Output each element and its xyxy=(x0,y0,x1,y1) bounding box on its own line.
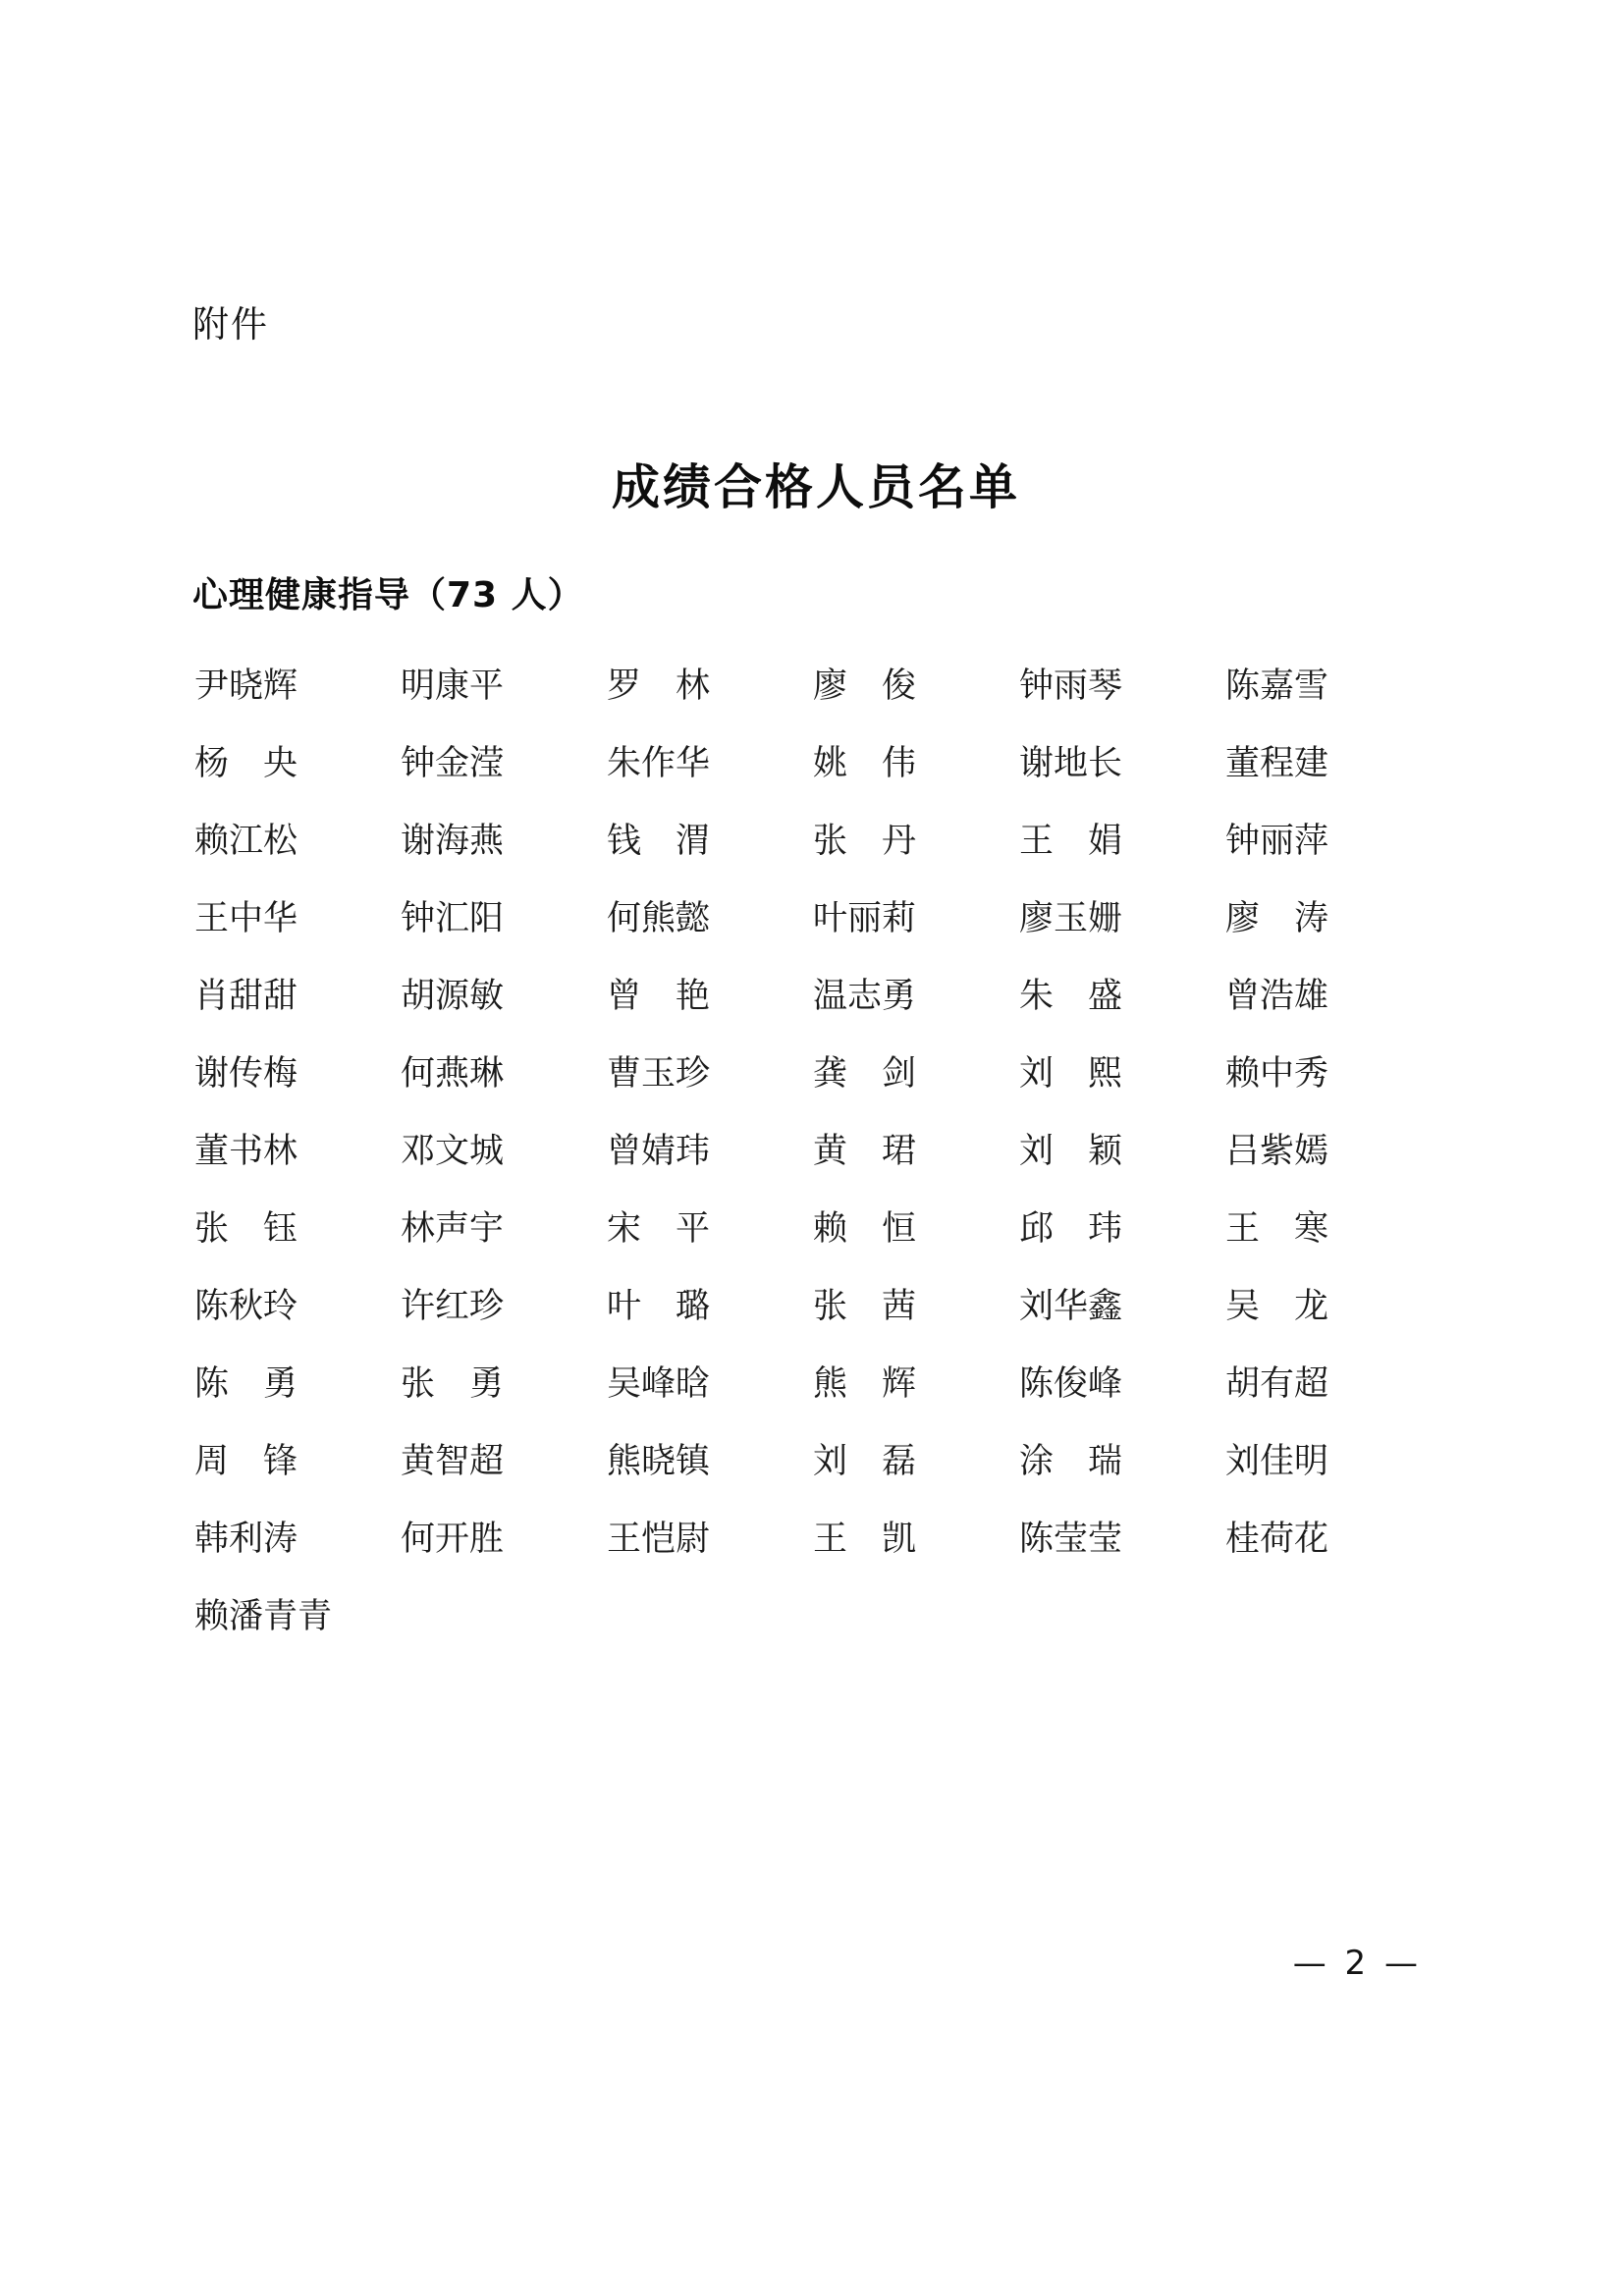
name-cell: 宋 平 xyxy=(607,1209,711,1249)
name-cell: 曾浩雄 xyxy=(1225,977,1329,1016)
name-cell: 涂 瑞 xyxy=(1019,1442,1123,1481)
attachment-label: 附件 xyxy=(192,303,269,346)
name-cell: 陈秋玲 xyxy=(194,1287,298,1326)
name-cell: 邓文城 xyxy=(401,1132,505,1171)
name-cell: 王恺尉 xyxy=(607,1520,711,1559)
name-cell: 何燕琳 xyxy=(401,1054,505,1094)
name-cell: 钱 渭 xyxy=(607,822,711,861)
name-cell: 赖潘青青 xyxy=(194,1597,333,1636)
name-cell: 吕紫嫣 xyxy=(1225,1132,1329,1171)
name-cell: 许红珍 xyxy=(401,1287,505,1326)
name-cell: 陈 勇 xyxy=(194,1364,298,1404)
name-cell: 谢海燕 xyxy=(401,822,505,861)
name-cell: 吴 龙 xyxy=(1225,1287,1329,1326)
name-cell: 董程建 xyxy=(1225,744,1329,783)
name-cell: 陈嘉雪 xyxy=(1225,667,1329,706)
name-cell: 刘 熙 xyxy=(1019,1054,1123,1094)
name-cell: 张 丹 xyxy=(813,822,917,861)
name-cell: 刘华鑫 xyxy=(1019,1287,1123,1326)
name-cell: 王中华 xyxy=(194,899,298,938)
name-cell: 张 钰 xyxy=(194,1209,298,1249)
name-cell: 赖 恒 xyxy=(813,1209,917,1249)
name-cell: 王 娟 xyxy=(1019,822,1123,861)
name-cell: 王 寒 xyxy=(1225,1209,1329,1249)
name-cell: 谢传梅 xyxy=(194,1054,298,1094)
name-cell: 曹玉珍 xyxy=(607,1054,711,1094)
name-cell: 朱作华 xyxy=(607,744,711,783)
name-cell: 曾婧玮 xyxy=(607,1132,711,1171)
name-cell: 温志勇 xyxy=(813,977,917,1016)
name-cell: 钟丽萍 xyxy=(1225,822,1329,861)
name-cell: 刘 磊 xyxy=(813,1442,917,1481)
name-cell: 陈莹莹 xyxy=(1019,1520,1123,1559)
name-cell: 刘佳明 xyxy=(1225,1442,1329,1481)
name-cell: 廖 涛 xyxy=(1225,899,1329,938)
name-cell: 陈俊峰 xyxy=(1019,1364,1123,1404)
name-cell: 黄智超 xyxy=(401,1442,505,1481)
name-cell: 林声宇 xyxy=(401,1209,505,1249)
name-cell: 谢地长 xyxy=(1019,744,1123,783)
name-cell: 熊晓镇 xyxy=(607,1442,711,1481)
name-cell: 赖中秀 xyxy=(1225,1054,1329,1094)
name-cell: 钟汇阳 xyxy=(401,899,505,938)
name-cell: 董书林 xyxy=(194,1132,298,1171)
name-cell: 廖 俊 xyxy=(813,667,917,706)
name-cell: 龚 剑 xyxy=(813,1054,917,1094)
name-cell: 何开胜 xyxy=(401,1520,505,1559)
page-number: — 2 — xyxy=(1292,1944,1422,1983)
name-cell: 胡源敏 xyxy=(401,977,505,1016)
name-list xyxy=(194,648,1432,1656)
name-cell: 廖玉姗 xyxy=(1019,899,1123,938)
name-cell: 邱 玮 xyxy=(1019,1209,1123,1249)
name-cell: 王 凯 xyxy=(813,1520,917,1559)
name-cell: 刘 颖 xyxy=(1019,1132,1123,1171)
name-cell: 肖甜甜 xyxy=(194,977,298,1016)
name-cell: 周 锋 xyxy=(194,1442,298,1481)
name-cell: 叶 璐 xyxy=(607,1287,711,1326)
name-cell: 赖江松 xyxy=(194,822,298,861)
name-cell: 钟雨琴 xyxy=(1019,667,1123,706)
name-cell: 桂荷花 xyxy=(1225,1520,1329,1559)
name-cell: 熊 辉 xyxy=(813,1364,917,1404)
name-cell: 胡有超 xyxy=(1225,1364,1329,1404)
name-cell: 叶丽莉 xyxy=(813,899,917,938)
page-title: 成绩合格人员名单 xyxy=(611,459,1020,515)
name-cell: 姚 伟 xyxy=(813,744,917,783)
name-cell: 钟金滢 xyxy=(401,744,505,783)
name-cell: 杨 央 xyxy=(194,744,298,783)
name-cell: 黄 珺 xyxy=(813,1132,917,1171)
name-cell: 韩利涛 xyxy=(194,1520,298,1559)
name-cell: 张 勇 xyxy=(401,1364,505,1404)
name-cell: 吴峰晗 xyxy=(607,1364,711,1404)
name-cell: 张 茜 xyxy=(813,1287,917,1326)
name-cell: 朱 盛 xyxy=(1019,977,1123,1016)
section-heading: 心理健康指导（73 人） xyxy=(192,575,584,615)
name-cell: 尹晓辉 xyxy=(194,667,298,706)
name-cell: 罗 林 xyxy=(607,667,711,706)
name-cell: 何熊懿 xyxy=(607,899,711,938)
name-cell: 明康平 xyxy=(401,667,505,706)
name-cell: 曾 艳 xyxy=(607,977,711,1016)
